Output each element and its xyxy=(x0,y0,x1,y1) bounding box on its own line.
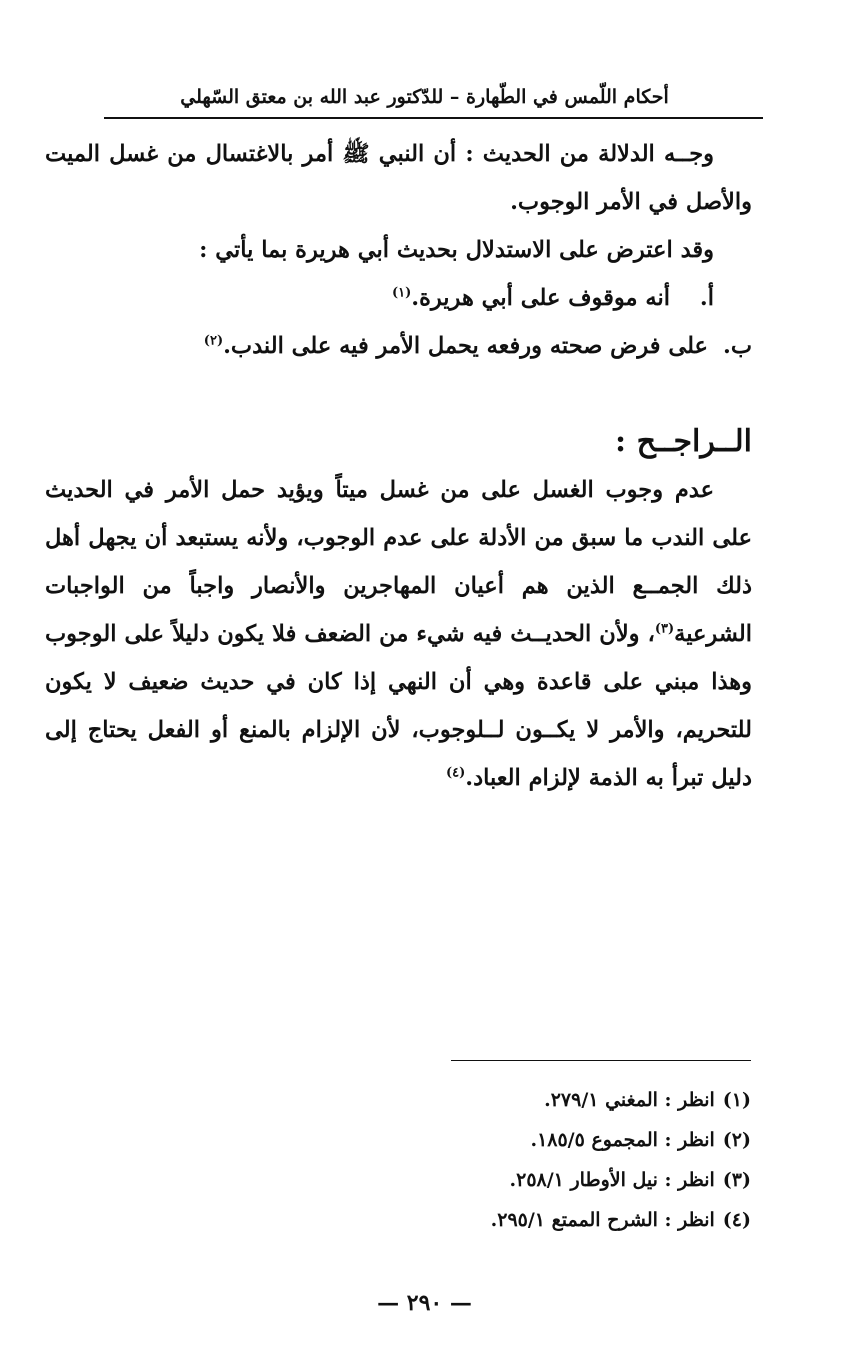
preferred-section xyxy=(45,466,752,802)
objection-text: أنه موقوف على أبي هريرة. xyxy=(411,285,670,311)
footnote-text: انظر : الشرح الممتع ٢٩٥/١. xyxy=(490,1209,715,1231)
page-number: — ٢٩٠ — xyxy=(377,1290,472,1316)
footnote-text: انظر : نيل الأوطار ٢٥٨/١. xyxy=(509,1169,715,1191)
footnote-number: (٣) xyxy=(722,1169,751,1191)
objection-item-b xyxy=(45,322,752,370)
preferred-text-part2: ، ولأن الحديــث فيه شيء من الضعف فلا يكون دليلاً على الوجوب وهذا مبني على قاعدة وهي أن النهي إذا كان في حديث ضعيف لا يكون للتحريم، والأمر لا يكــون لــلوجوب، لأن الإلزام بالمنع أو الفعل يحتاج إلى دليل تبرأ به الذمة لإلزام العباد. xyxy=(45,621,752,791)
evidence-paragraph: وجــه الدلالة من الحديث : أن النبي ﷺ أمر بالاغتسال من غسل الميت والأصل في الأمر الوجوب. xyxy=(45,141,752,215)
footnote-number: (٢) xyxy=(722,1129,751,1151)
preferred-paragraph xyxy=(45,466,752,802)
evidence-section xyxy=(45,130,752,370)
footnote-item xyxy=(491,1200,751,1240)
footnote-ref[interactable]: (٢) xyxy=(203,333,224,349)
footnote-text: انظر : المغني ٢٧٩/١. xyxy=(544,1089,715,1111)
objection-intro: وقد اعترض على الاستدلال بحديث أبي هريرة بما يأتي : xyxy=(199,237,714,263)
footnote-text: انظر : المجموع ١٨٥/٥. xyxy=(530,1129,715,1151)
footnote-item xyxy=(491,1160,751,1200)
footnote-item xyxy=(491,1120,751,1160)
footnote-rule xyxy=(451,1060,751,1061)
footnote-ref[interactable]: (٣) xyxy=(654,621,675,637)
preferred-text-part1: عدم وجوب الغسل على من غسل ميتاً ويؤيد حمل الأمر في الحديث على الندب ما سبق من الأدلة على عدم الوجوب، ولأنه يستبعد أن يجهل أهل ذلك الجمــع الذين هم أعيان المهاجرين والأنصار واجباً من الواجبات الشرعية xyxy=(45,477,752,647)
footnote-number: (١) xyxy=(722,1089,751,1111)
section-heading-preferred: الــراجــح : xyxy=(615,424,752,459)
objection-item-a xyxy=(45,274,752,322)
objection-letter: أ. xyxy=(699,285,714,311)
footnote-ref[interactable]: (١) xyxy=(391,285,412,301)
objection-letter: ب. xyxy=(722,333,752,359)
running-header: أحكام اللّمس في الطّهارة – للدّكتور عبد الله بن معتق السّهلي xyxy=(180,86,669,108)
footnote-number: (٤) xyxy=(722,1209,751,1231)
footnote-item xyxy=(491,1080,751,1120)
footnotes xyxy=(491,1080,751,1240)
objection-text: على فرض صحته ورفعه يحمل الأمر فيه على الندب. xyxy=(223,333,708,359)
header-rule xyxy=(104,117,763,119)
footnote-ref[interactable]: (٤) xyxy=(446,765,466,781)
